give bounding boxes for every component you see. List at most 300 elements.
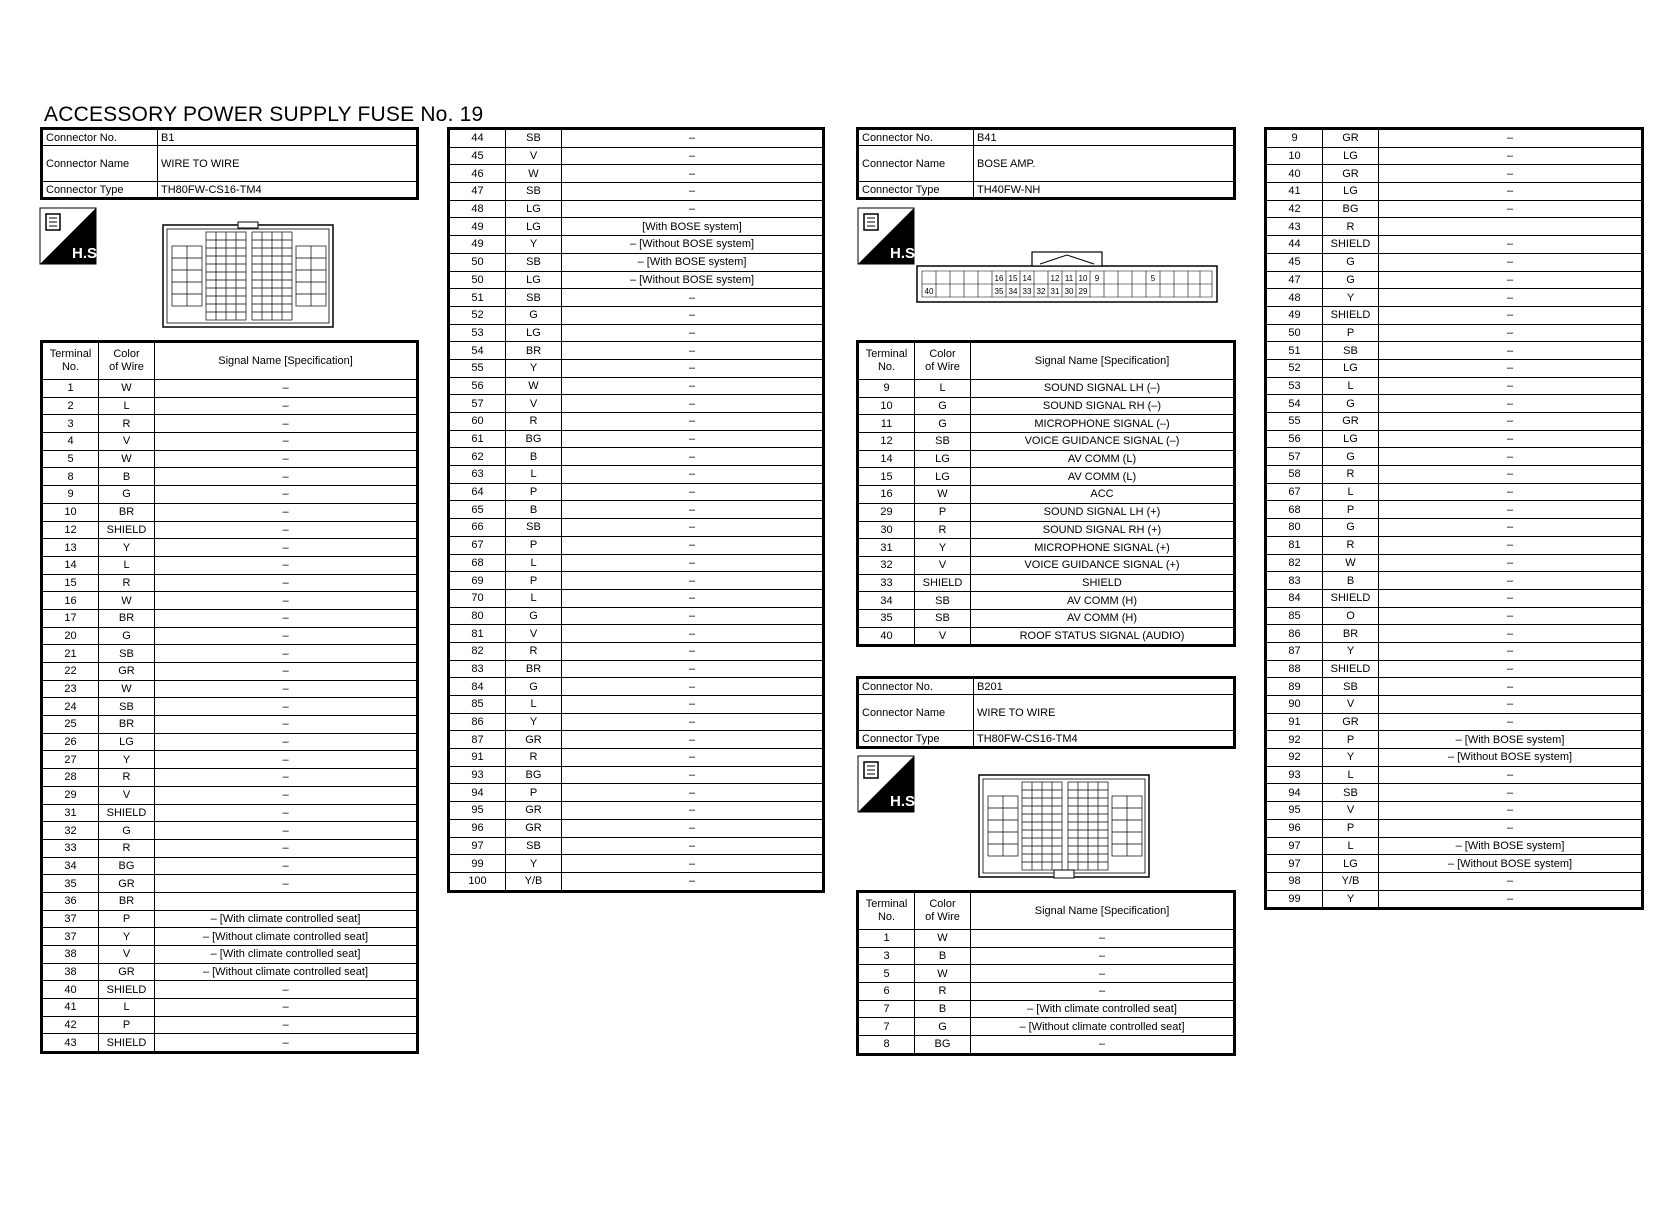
signal-name-cell: – (155, 627, 418, 645)
table-row (858, 521, 1235, 539)
signal-name-cell: – (562, 448, 824, 466)
connector-no-value: B1 (158, 129, 418, 146)
table-row (449, 572, 824, 590)
terminal-no-cell: 2 (42, 397, 99, 415)
wire-color-cell: SHIELD (1323, 236, 1379, 254)
signal-name-cell: – (1379, 129, 1643, 148)
terminal-no-cell: 50 (1266, 324, 1323, 342)
terminal-no-cell: 55 (1266, 413, 1323, 431)
table-row (449, 359, 824, 377)
table-row (1266, 324, 1643, 342)
signal-name-cell: – (155, 751, 418, 769)
svg-text:H.S.: H.S. (890, 245, 920, 262)
signal-name-cell: – (155, 503, 418, 521)
table-row (42, 716, 418, 734)
terminal-no-cell: 8 (858, 1036, 915, 1055)
terminal-no-cell: 1 (42, 380, 99, 398)
terminal-no-cell: 31 (858, 539, 915, 557)
connector-no-value: B201 (974, 678, 1235, 695)
signal-name-cell: ACC (971, 486, 1235, 504)
signal-name-cell: SOUND SIGNAL LH (–) (971, 380, 1235, 398)
terminal-no-cell: 8 (42, 468, 99, 486)
terminal-no-cell: 31 (42, 804, 99, 822)
signal-name-cell (1379, 218, 1643, 236)
wire-color-cell: GR (506, 819, 562, 837)
table-row (449, 625, 824, 643)
signal-name-cell: – (562, 696, 824, 714)
wire-color-cell: Y (99, 751, 155, 769)
wire-color-cell: BR (99, 716, 155, 734)
terminal-no-cell: 81 (1266, 536, 1323, 554)
b201-cont-terminal-table (1264, 127, 1644, 910)
wire-color-cell: LG (506, 218, 562, 236)
wire-color-cell: G (506, 306, 562, 324)
wire-color-cell: SB (506, 253, 562, 271)
table-row (449, 607, 824, 625)
table-row (1266, 236, 1643, 254)
terminal-no-cell: 83 (449, 660, 506, 678)
terminal-no-cell: 17 (42, 609, 99, 627)
table-row (1266, 165, 1643, 183)
terminal-no-cell: 92 (1266, 749, 1323, 767)
wire-color-cell: V (1323, 802, 1379, 820)
wire-color-cell: G (1323, 395, 1379, 413)
connector-no-label: Connector No. (858, 129, 974, 146)
terminal-no-cell: 41 (1266, 183, 1323, 201)
terminal-no-cell: 49 (449, 218, 506, 236)
signal-name-cell: – (562, 607, 824, 625)
signal-name-cell: – (155, 521, 418, 539)
table-row (449, 749, 824, 767)
terminal-no-cell: 85 (1266, 607, 1323, 625)
terminal-no-cell: 49 (449, 236, 506, 254)
terminal-no-cell: 56 (1266, 430, 1323, 448)
wire-color-cell: W (506, 377, 562, 395)
terminal-no-cell: 94 (449, 784, 506, 802)
connector-type-value: TH40FW-NH (974, 182, 1235, 199)
table-row (449, 837, 824, 855)
terminal-no-cell: 25 (42, 716, 99, 734)
wire-color-cell: W (99, 380, 155, 398)
signal-name-cell: – [With climate controlled seat] (971, 1000, 1235, 1018)
table-row (449, 589, 824, 607)
wire-color-cell: Y (506, 713, 562, 731)
wire-color-cell: P (99, 910, 155, 928)
terminal-no-cell: 66 (449, 519, 506, 537)
signal-name-cell: – (562, 872, 824, 891)
signal-name-cell: – (1379, 784, 1643, 802)
table-row (858, 415, 1235, 433)
connector-name-value: BOSE AMP. (974, 146, 1235, 182)
wire-color-cell: SB (915, 592, 971, 610)
table-row (1266, 147, 1643, 165)
table-row (42, 574, 418, 592)
wire-color-cell: Y (1323, 890, 1379, 909)
svg-text:15: 15 (1008, 274, 1018, 283)
color-header: Color of Wire (915, 892, 971, 930)
terminal-no-cell: 35 (858, 609, 915, 627)
wire-color-cell: G (915, 415, 971, 433)
terminal-no-cell: 7 (858, 1000, 915, 1018)
table-row (42, 928, 418, 946)
table-row (1266, 200, 1643, 218)
signal-name-cell: – (562, 147, 824, 165)
signal-name-cell: – (562, 749, 824, 767)
terminal-no-cell: 100 (449, 872, 506, 891)
signal-name-cell: AV COMM (L) (971, 468, 1235, 486)
wire-color-cell: LG (1323, 147, 1379, 165)
wire-color-cell: G (1323, 253, 1379, 271)
terminal-no-cell: 42 (42, 1016, 99, 1034)
table-row (1266, 766, 1643, 784)
table-row (858, 433, 1235, 451)
wire-color-cell: R (915, 983, 971, 1001)
signal-name-cell: – (1379, 819, 1643, 837)
wire-color-cell: B (1323, 572, 1379, 590)
wire-color-cell: GR (506, 802, 562, 820)
wire-color-cell: P (915, 503, 971, 521)
signal-name-cell: – [Without climate controlled seat] (155, 963, 418, 981)
terminal-no-cell: 9 (858, 380, 915, 398)
signal-name-cell: – (1379, 342, 1643, 360)
terminal-no-cell: 51 (449, 289, 506, 307)
wire-color-cell: P (506, 483, 562, 501)
table-row (1266, 448, 1643, 466)
wire-color-cell: SHIELD (1323, 306, 1379, 324)
table-row (1266, 678, 1643, 696)
wire-color-cell: BR (99, 609, 155, 627)
terminal-no-cell: 85 (449, 696, 506, 714)
wire-color-cell: GR (99, 963, 155, 981)
table-row (1266, 129, 1643, 148)
table-row (449, 519, 824, 537)
terminal-no-cell: 52 (449, 306, 506, 324)
terminal-no-cell: 55 (449, 359, 506, 377)
wire-color-cell: L (99, 999, 155, 1017)
signal-name-cell: – [Without BOSE system] (1379, 855, 1643, 873)
table-row (449, 147, 824, 165)
signal-name-cell: SOUND SIGNAL RH (+) (971, 521, 1235, 539)
table-row (1266, 271, 1643, 289)
signal-name-cell: – (1379, 642, 1643, 660)
table-row (1266, 519, 1643, 537)
table-row (1266, 289, 1643, 307)
signal-name-cell: – (971, 965, 1235, 983)
terminal-no-cell: 4 (42, 433, 99, 451)
table-row (42, 663, 418, 681)
terminal-no-cell: 23 (42, 680, 99, 698)
wire-color-cell: L (1323, 483, 1379, 501)
terminal-no-cell: 46 (449, 165, 506, 183)
table-row (449, 766, 824, 784)
table-row (449, 731, 824, 749)
table-row (449, 872, 824, 891)
terminal-no-cell: 90 (1266, 696, 1323, 714)
table-row (1266, 625, 1643, 643)
signal-name-cell: – (155, 680, 418, 698)
signal-name-cell: – (562, 713, 824, 731)
terminal-no-cell: 88 (1266, 660, 1323, 678)
terminal-no-cell: 40 (858, 627, 915, 646)
wire-color-cell: G (1323, 271, 1379, 289)
wire-color-cell: B (915, 1000, 971, 1018)
signal-name-cell: – (562, 660, 824, 678)
table-row (1266, 342, 1643, 360)
wire-color-cell: BG (506, 766, 562, 784)
wire-color-cell: SB (1323, 784, 1379, 802)
table-row (449, 306, 824, 324)
terminal-no-cell: 84 (1266, 589, 1323, 607)
wire-color-cell: Y (99, 928, 155, 946)
wire-color-cell: Y (1323, 749, 1379, 767)
b201-panel (856, 676, 1236, 749)
table-row (858, 930, 1235, 948)
b41-connector-face (916, 250, 1218, 304)
wire-color-cell: SB (99, 698, 155, 716)
table-row (42, 946, 418, 964)
signal-name-cell: – (562, 324, 824, 342)
signal-name-cell: AV COMM (H) (971, 592, 1235, 610)
signal-name-cell: – (1379, 165, 1643, 183)
table-row (858, 468, 1235, 486)
terminal-no-cell: 97 (1266, 855, 1323, 873)
signal-name-cell: – (155, 592, 418, 610)
terminal-no-cell: 45 (1266, 253, 1323, 271)
terminal-no-cell: 33 (858, 574, 915, 592)
svg-text:32: 32 (1036, 287, 1046, 296)
wire-color-cell: LG (915, 450, 971, 468)
wire-color-cell: SHIELD (1323, 589, 1379, 607)
terminal-header: Terminal No. (858, 892, 915, 930)
terminal-no-cell: 96 (449, 819, 506, 837)
hs-icon (858, 208, 920, 264)
signal-name-cell: – (155, 698, 418, 716)
connector-no-label: Connector No. (858, 678, 974, 695)
table-row (449, 236, 824, 254)
terminal-no-cell: 60 (449, 413, 506, 431)
table-row (42, 698, 418, 716)
table-row (449, 165, 824, 183)
table-row (449, 289, 824, 307)
b1-panel (40, 127, 419, 200)
table-row (449, 501, 824, 519)
table-row (449, 218, 824, 236)
terminal-no-cell: 45 (449, 147, 506, 165)
wire-color-cell: G (99, 627, 155, 645)
signal-name-cell: – (155, 875, 418, 893)
signal-name-cell: – (562, 183, 824, 201)
terminal-no-cell: 69 (449, 572, 506, 590)
table-row (858, 1018, 1235, 1036)
wire-color-cell: R (99, 574, 155, 592)
table-row (449, 413, 824, 431)
terminal-no-cell: 68 (449, 554, 506, 572)
wire-color-cell: L (1323, 377, 1379, 395)
table-row (1266, 183, 1643, 201)
table-row (42, 999, 418, 1017)
table-row (42, 415, 418, 433)
connector-type-label: Connector Type (858, 731, 974, 748)
signal-name-cell: – (562, 625, 824, 643)
signal-name-cell: – (1379, 554, 1643, 572)
wire-color-cell: SHIELD (99, 981, 155, 999)
wire-color-cell: V (915, 556, 971, 574)
terminal-no-cell: 47 (449, 183, 506, 201)
wire-color-cell: P (506, 572, 562, 590)
table-row (42, 486, 418, 504)
wire-color-cell: G (99, 486, 155, 504)
signal-name-cell: – (1379, 289, 1643, 307)
table-row (42, 822, 418, 840)
terminal-no-cell: 57 (449, 395, 506, 413)
terminal-no-cell: 54 (1266, 395, 1323, 413)
signal-name-cell: – (971, 983, 1235, 1001)
terminal-no-cell: 7 (858, 1018, 915, 1036)
wire-color-cell: BR (99, 503, 155, 521)
terminal-no-cell: 53 (449, 324, 506, 342)
svg-text:16: 16 (994, 274, 1004, 283)
signal-name-cell: – (1379, 483, 1643, 501)
signal-name-cell: – (155, 397, 418, 415)
wire-color-cell: LG (1323, 855, 1379, 873)
terminal-no-cell: 99 (1266, 890, 1323, 909)
wire-color-cell: B (99, 468, 155, 486)
table-row (42, 786, 418, 804)
wire-color-cell: BG (506, 430, 562, 448)
table-row (1266, 784, 1643, 802)
terminal-no-cell: 6 (858, 983, 915, 1001)
signal-name-cell: – (155, 804, 418, 822)
terminal-no-cell: 28 (42, 769, 99, 787)
terminal-no-cell: 42 (1266, 200, 1323, 218)
wire-color-cell: V (99, 433, 155, 451)
wire-color-cell: P (1323, 324, 1379, 342)
terminal-no-cell: 29 (42, 786, 99, 804)
wire-color-cell: Y (1323, 642, 1379, 660)
terminal-no-cell: 40 (1266, 165, 1323, 183)
signal-header: Signal Name [Specification] (155, 342, 418, 380)
terminal-no-cell: 32 (42, 822, 99, 840)
b1-connector-face (162, 222, 334, 330)
table-row (449, 713, 824, 731)
signal-name-cell: – [With BOSE system] (1379, 731, 1643, 749)
wire-color-cell: Y (1323, 289, 1379, 307)
wire-color-cell: R (99, 839, 155, 857)
table-row (42, 981, 418, 999)
wire-color-cell: P (506, 784, 562, 802)
terminal-no-cell: 62 (449, 448, 506, 466)
signal-name-cell: – (1379, 696, 1643, 714)
terminal-no-cell: 93 (1266, 766, 1323, 784)
signal-name-cell: – (562, 342, 824, 360)
table-row (858, 539, 1235, 557)
table-row (1266, 430, 1643, 448)
wire-color-cell: SHIELD (99, 521, 155, 539)
table-row (42, 1016, 418, 1034)
wire-color-cell: SHIELD (915, 574, 971, 592)
terminal-no-cell: 40 (42, 981, 99, 999)
signal-name-cell: MICROPHONE SIGNAL (–) (971, 415, 1235, 433)
signal-name-cell: VOICE GUIDANCE SIGNAL (–) (971, 433, 1235, 451)
svg-text:14: 14 (1022, 274, 1032, 283)
wire-color-cell: G (1323, 519, 1379, 537)
wire-color-cell: P (506, 536, 562, 554)
hs-icon (858, 756, 920, 812)
table-row (1266, 642, 1643, 660)
table-row (42, 627, 418, 645)
table-row (449, 395, 824, 413)
terminal-no-cell: 27 (42, 751, 99, 769)
signal-name-cell: – (155, 574, 418, 592)
terminal-no-cell: 86 (1266, 625, 1323, 643)
terminal-no-cell: 36 (42, 892, 99, 910)
table-row (42, 592, 418, 610)
table-row (1266, 377, 1643, 395)
table-row (1266, 589, 1643, 607)
terminal-no-cell: 3 (858, 947, 915, 965)
wire-color-cell: GR (1323, 165, 1379, 183)
signal-name-cell: – (155, 999, 418, 1017)
table-row (42, 875, 418, 893)
terminal-no-cell: 34 (858, 592, 915, 610)
terminal-no-cell: 24 (42, 698, 99, 716)
svg-text:H.S.: H.S. (890, 793, 920, 810)
terminal-no-cell: 32 (858, 556, 915, 574)
table-row (449, 855, 824, 873)
signal-name-cell: – (155, 609, 418, 627)
signal-name-cell: – [With climate controlled seat] (155, 946, 418, 964)
wire-color-cell: BG (99, 857, 155, 875)
terminal-no-cell: 29 (858, 503, 915, 521)
terminal-no-cell: 70 (449, 589, 506, 607)
signal-name-cell: – (562, 766, 824, 784)
wire-color-cell: L (506, 554, 562, 572)
signal-name-cell: – (1379, 359, 1643, 377)
table-row (42, 450, 418, 468)
wire-color-cell: V (99, 946, 155, 964)
b1-info-table (40, 127, 419, 200)
wire-color-cell: R (506, 413, 562, 431)
terminal-no-cell: 14 (42, 556, 99, 574)
wire-color-cell: SB (915, 609, 971, 627)
table-row (449, 448, 824, 466)
wire-color-cell: O (1323, 607, 1379, 625)
terminal-no-cell: 48 (449, 200, 506, 218)
wire-color-cell: SHIELD (99, 804, 155, 822)
table-row (449, 183, 824, 201)
table-row (449, 536, 824, 554)
table-row (449, 678, 824, 696)
signal-name-cell: – (155, 839, 418, 857)
signal-name-cell: – (1379, 607, 1643, 625)
wire-color-cell: P (1323, 501, 1379, 519)
signal-name-cell: – (1379, 271, 1643, 289)
wire-color-cell: W (915, 930, 971, 948)
wire-color-cell: V (99, 786, 155, 804)
terminal-no-cell: 38 (42, 946, 99, 964)
wire-color-cell: P (99, 1016, 155, 1034)
b41-info-table (856, 127, 1236, 200)
terminal-no-cell: 44 (1266, 236, 1323, 254)
table-row (449, 642, 824, 660)
terminal-no-cell: 97 (1266, 837, 1323, 855)
svg-text:34: 34 (1008, 287, 1018, 296)
table-row (1266, 413, 1643, 431)
terminal-no-cell: 65 (449, 501, 506, 519)
terminal-no-cell: 16 (858, 486, 915, 504)
terminal-no-cell: 37 (42, 928, 99, 946)
signal-name-cell: MICROPHONE SIGNAL (+) (971, 539, 1235, 557)
